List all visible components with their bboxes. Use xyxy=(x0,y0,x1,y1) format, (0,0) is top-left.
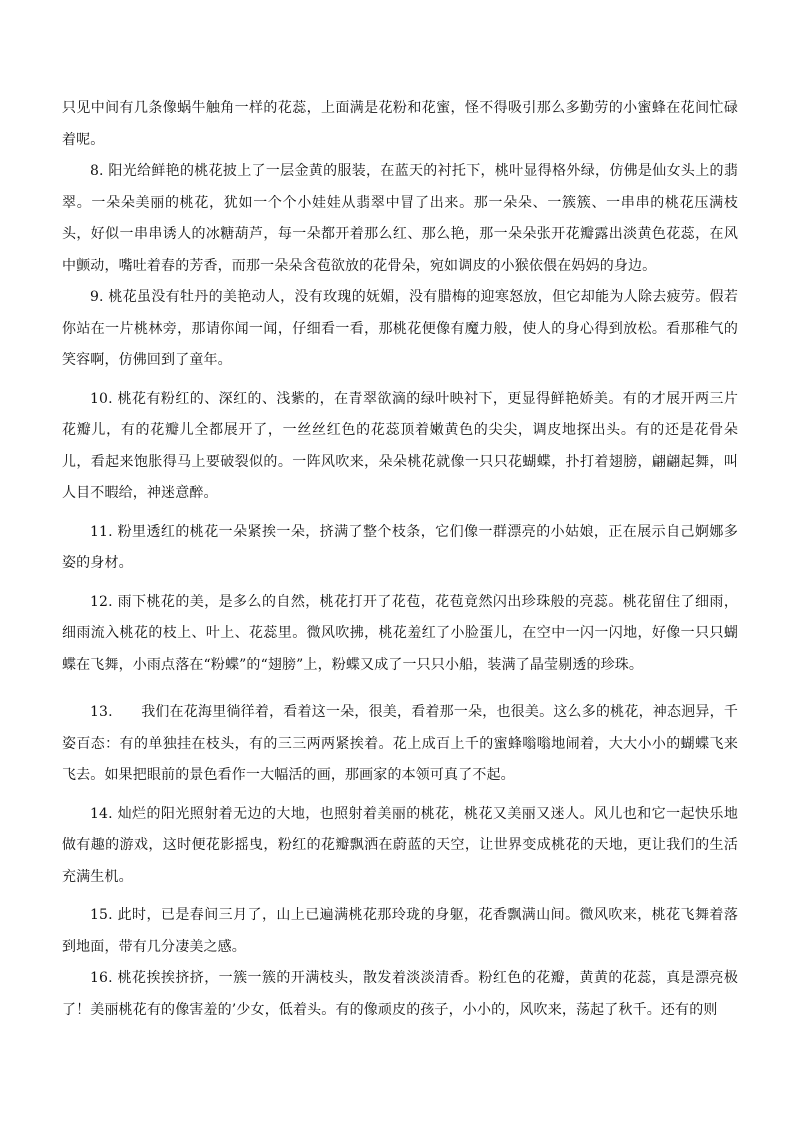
paragraph-16: 16. 桃花挨挨挤挤，一簇一簇的开满枝头，散发着淡淡清香。粉红色的花瓣，黄黄的花蕊，真是漂亮极了！美丽桃花有的像害羞的’少女，低着头。有的像顽皮的孩子，小小的，风吹来，荡起了秋千。还有的则 xyxy=(62,970,738,1018)
paragraph-13: 13. 我们在花海里徜徉着，看着这一朵，很美，看着那一朵，也很美。这么多的桃花，神态迥异，千姿百态：有的单独挂在枝头，有的三三两两紧挨着。花上成百上千的蜜蜂嗡嗡地闹着，大大小小的蝴蝶飞来飞去。如果把眼前的景色看作一大幅活的画，那画家的本领可真了不起。 xyxy=(62,704,738,783)
paragraph-9: 9. 桃花虽没有牡丹的美艳动人，没有玫瑰的妩媚，没有腊梅的迎寒怒放，但它却能为人除去疲劳。假若你站在一片桃林旁，那请你闻一闻，仔细看一看，那桃花便像有魔力般，使人的身心得到放松。看那稚气的笑容啊，仿佛回到了童年。 xyxy=(62,289,738,368)
paragraph-10: 10. 桃花有粉红的、深红的、浅紫的，在青翠欲滴的绿叶映衬下，更显得鲜艳娇美。有的才展开两三片花瓣儿，有的花瓣儿全都展开了，一丝丝红色的花蕊顶着嫩黄色的尖尖，调皮地探出头。有的还是花骨朵儿，看起来饱胀得马上要破裂似的。一阵风吹来，朵朵桃花就像一只只花蝴蝶，扑打着翅膀，翩翩起舞，叫人目不暇给，神迷意醉。 xyxy=(62,390,738,501)
document-page xyxy=(62,93,738,1026)
paragraph-15: 15. 此时，已是春间三月了，山上已遍满桃花那玲珑的身躯，花香飘满山间。微风吹来，桃花飞舞着落到地面，带有几分凄美之感。 xyxy=(62,907,738,955)
paragraph-11: 11. 粉里透红的桃花一朵紧挨一朵，挤满了整个枝条，它们像一群漂亮的小姑娘，正在展示自己婀娜多姿的身材。 xyxy=(62,523,738,571)
paragraph-8: 8. 阳光给鲜艳的桃花披上了一层金黄的服装，在蓝天的衬托下，桃叶显得格外绿，仿佛是仙女头上的翡翠。一朵朵美丽的桃花，犹如一个个小娃娃从翡翠中冒了出来。那一朵朵、一簇簇、一串串的桃花压满枝头，好似一串串诱人的冰糖葫芦，每一朵都开着那么红、那么艳，那一朵朵张开花瓣露出淡黄色花蕊，在风中颤动，嘴吐着春的芳香，而那一朵朵含苞欲放的花骨朵，宛如调皮的小猴依偎在妈妈的身边。 xyxy=(62,163,738,274)
paragraph-14: 14. 灿烂的阳光照射着无边的大地，也照射着美丽的桃花，桃花又美丽又迷人。风儿也和它一起快乐地做有趣的游戏，这时便花影摇曳，粉红的花瓣飘洒在蔚蓝的天空，让世界变成桃花的天地，更让我们的生活充满生机。 xyxy=(62,805,738,885)
paragraph-7-continued: 只见中间有几条像蜗牛触角一样的花蕊，上面满是花粉和花蜜，怪不得吸引那么多勤劳的小蜜蜂在花间忙碌着呢。 xyxy=(62,100,738,148)
paragraph-12: 12. 雨下桃花的美，是多么的自然，桃花打开了花苞，花苞竟然闪出珍珠般的亮蕊。桃花留住了细雨，细雨流入桃花的枝上、叶上、花蕊里。微风吹拂，桃花羞红了小脸蛋儿，在空中一闪一闪地，好像一只只蝴蝶在飞舞，小雨点落在“粉蝶”的“翅膀”上，粉蝶又成了一只只小船，装满了晶莹剔透的珍珠。 xyxy=(62,593,738,673)
